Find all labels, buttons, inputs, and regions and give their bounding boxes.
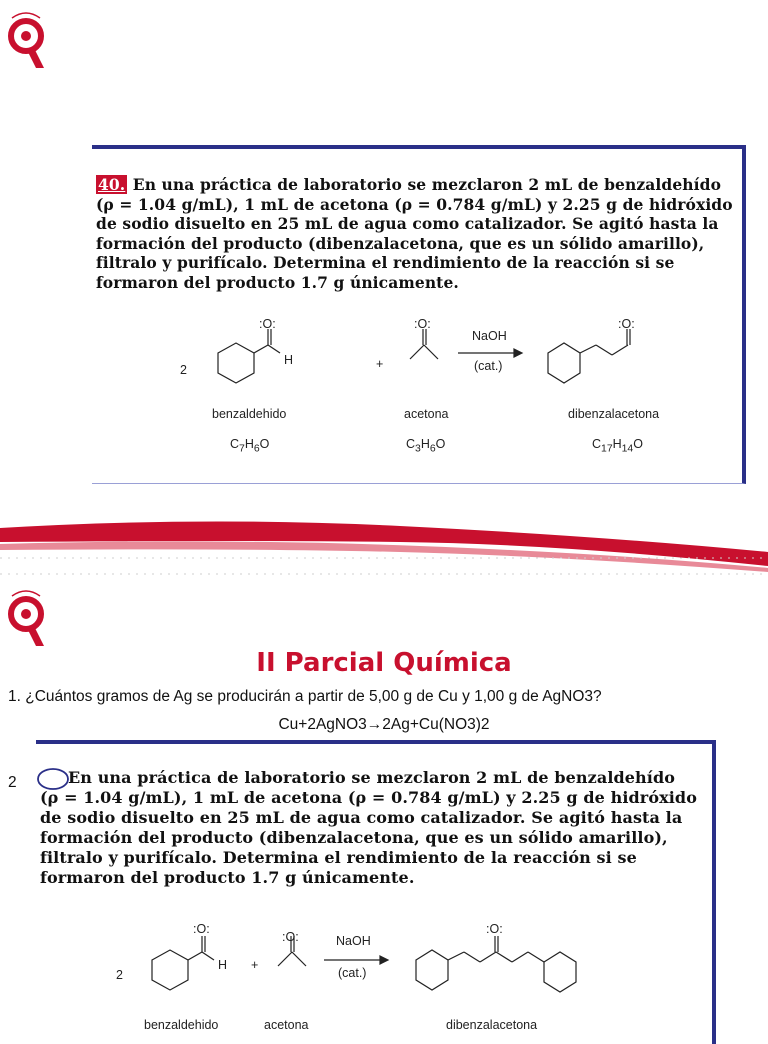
coefficient: 2 (116, 968, 123, 982)
red-swoosh (0, 508, 768, 580)
plus-sign: + (251, 958, 259, 972)
reaction-scheme (116, 922, 636, 1032)
oxygen-label: :O: (259, 317, 276, 331)
name-benzaldehido: benzaldehido (212, 407, 287, 421)
plus-sign: + (376, 357, 384, 371)
oxygen-label: :O: (282, 930, 299, 944)
name-benzaldehido: benzaldehido (144, 1018, 219, 1032)
name-acetona: acetona (404, 407, 449, 421)
problem-scan-2 (36, 740, 718, 1032)
question-1: 1. ¿Cuántos gramos de Ag se producirán a partir de 5,00 g de Cu y 1,00 g de AgNO3? (8, 688, 602, 705)
problem-text: 40. En una práctica de laboratorio se mezclaron 2 mL de benzaldehído (ρ = 1.04 g/mL), 1 mL de acetona (ρ = 0.784 g/mL) y 2.25 g de hidróxido de sodio disuelto en 25 mL de agua como catalizador. Se agitó hasta la formación del producto (dibenzalacetona, que es un sólido amarillo), filtralo y purifícalo. Determina el rendimiento de la reacción si se formaron del producto 1.7 g únicamente. (96, 175, 733, 292)
formula-dibenzalacetona: $C_{17}H_{14}O$ (592, 437, 643, 455)
formula-acetona: $C_3H_6O$ (406, 437, 446, 455)
formula-benzaldehido: $C_7H_6O$ (230, 437, 270, 455)
corsalud-logo (4, 584, 48, 654)
reagent-label: NaOH (472, 329, 507, 343)
oxygen-label: :O: (618, 317, 635, 331)
condition-label: (cat.) (474, 359, 503, 373)
problem-number: 40. (98, 175, 126, 194)
oxygen-label: :O: (486, 922, 503, 936)
chemical-equation: Cu+2AgNO3→2Ag+Cu(NO3)2 (278, 716, 490, 733)
reaction-scheme (172, 315, 672, 465)
aldehyde-h: H (218, 958, 228, 972)
aldehyde-h: H (284, 353, 294, 367)
oxygen-label: :O: (414, 317, 431, 331)
condition-label: (cat.) (338, 966, 367, 980)
problem-scan (92, 145, 748, 483)
name-dibenzalacetona: dibenzalacetona (446, 1018, 538, 1032)
question-2-number: 2 (8, 774, 17, 791)
name-dibenzalacetona: dibenzalacetona (568, 407, 660, 421)
reagent-label: NaOH (336, 934, 371, 948)
corsalud-logo (4, 6, 48, 76)
page-title: II Parcial Química (256, 648, 512, 678)
problem-text: En una práctica de laboratorio se mezclaron 2 mL de benzaldehído (ρ = 1.04 g/mL), 1 mL de acetona (ρ = 0.784 g/mL) y 2.25 g de hidróxido de sodio disuelto en 25 mL de agua como catalizador. Se agitó hasta la formación del producto (dibenzalacetona, que es un sólido amarillo), filtralo y purifícalo. Determina el rendimiento de la reacción si se formaron del producto 1.7 g únicamente. (40, 768, 697, 887)
oxygen-label: :O: (193, 922, 210, 936)
name-acetona: acetona (264, 1018, 309, 1032)
coefficient: 2 (180, 363, 187, 377)
